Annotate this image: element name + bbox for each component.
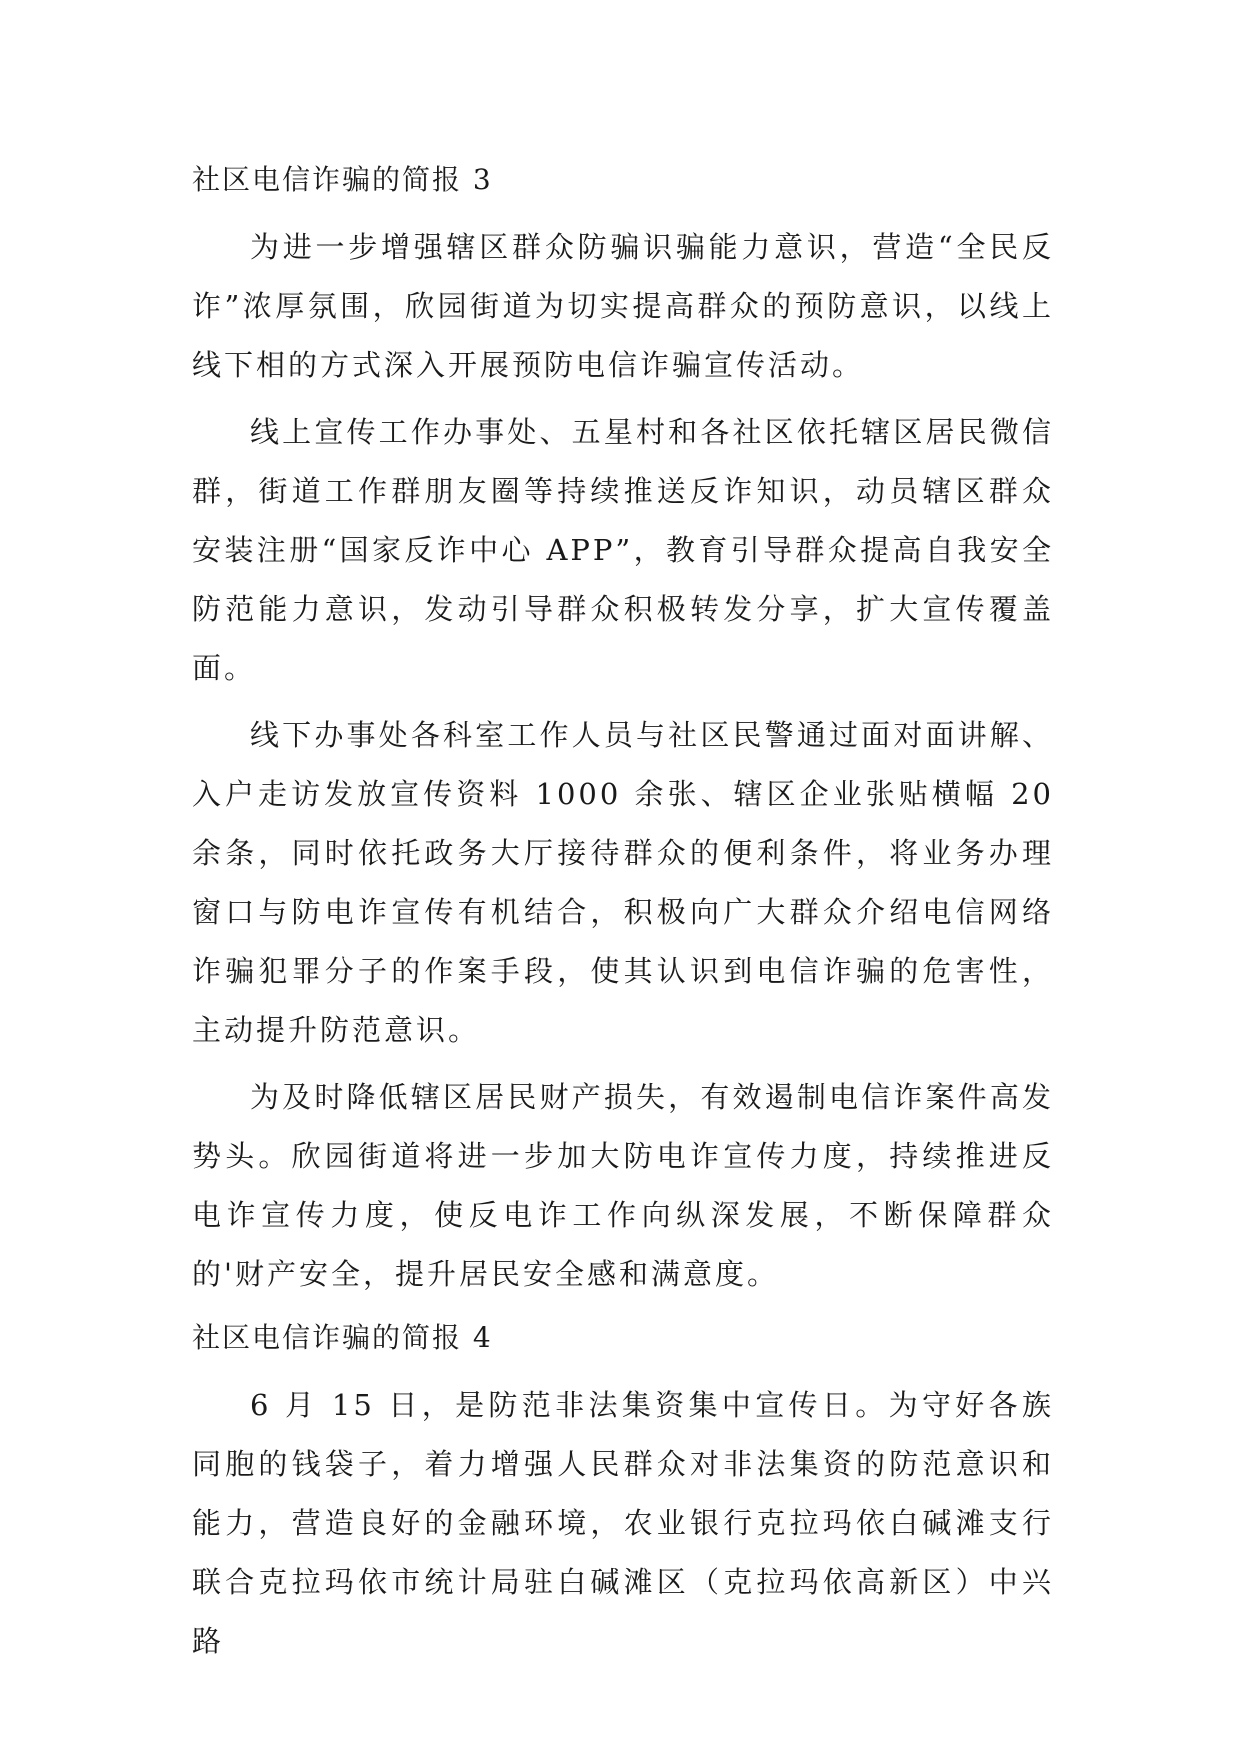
paragraph: 6 月 15 日，是防范非法集资集中宣传日。为守好各族同胞的钱袋子，着力增强人民群众对非法集资的防范意识和能力，营造良好的金融环境，农业银行克拉玛依白碱滩支行联合克拉玛依市统计局驻白碱滩区（克拉玛依高新区）中兴路 [192,1388,1054,1658]
section-heading: 社区电信诈骗的简报 4 [192,1321,493,1354]
paragraph: 为及时降低辖区居民财产损失，有效遏制电信诈案件高发势头。欣园街道将进一步加大防电诈宣传力度，持续推进反电诈宣传力度，使反电诈工作向纵深发展，不断保障群众的'财产安全，提升居民安全感和满意度。 [192,1080,1054,1291]
paragraph: 线上宣传工作办事处、五星村和各社区依托辖区居民微信群，街道工作群朋友圈等持续推送反诈知识，动员辖区群众安装注册“国家反诈中心 APP”，教育引导群众提高自我安全防范能力意识，发动引导群众积极转发分享，扩大宣传覆盖面。 [192,415,1054,685]
paragraph: 为进一步增强辖区群众防骗识骗能力意识，营造“全民反诈”浓厚氛围，欣园街道为切实提高群众的预防意识，以线上线下相的方式深入开展预防电信诈骗宣传活动。 [192,230,1054,382]
paragraph: 线下办事处各科室工作人员与社区民警通过面对面讲解、入户走访发放宣传资料 1000 余张、辖区企业张贴横幅 20 余条，同时依托政务大厅接待群众的便利条件，将业务办理窗口与防电诈宣传有机结合，积极向广大群众介绍电信网络诈骗犯罪分子的作案手段，使其认识到电信诈骗的危害性，主动提升防范意识。 [192,718,1054,1047]
section-heading: 社区电信诈骗的简报 3 [192,163,493,196]
document-page [192,160,1054,1679]
